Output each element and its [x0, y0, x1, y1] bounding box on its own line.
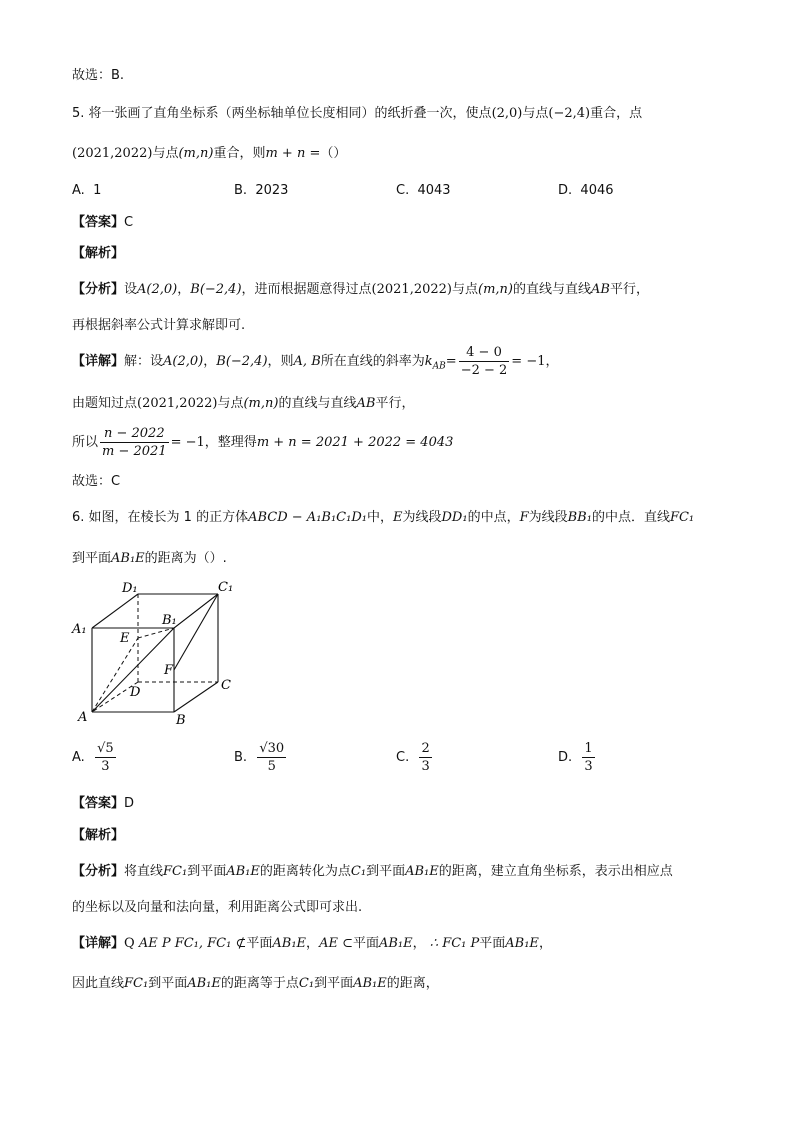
- q6-detail-line2: 因此直线FC₁到平面AB₁E的距离等于点C₁到平面AB₁E的距离，: [72, 976, 439, 991]
- q6-option-b: B. $\frac{√30}{5}$: [234, 741, 285, 774]
- q5-stem-line2: (2021,2022)与点(m,n)重合，则m + n =（）: [72, 146, 347, 161]
- q5-option-b: B. 2023: [234, 183, 289, 198]
- q5-detail-line2: 由题知过点(2021,2022)与点(m,n)的直线与直线AB平行，: [72, 396, 415, 411]
- q5-fenxi-line1: 【分析】设A(2,0)，B(−2,4)，进而根据题意得过点(2021,2022)与点(m,n)的直线与直线AB平行，: [72, 282, 649, 297]
- q6-option-d: D. $\frac{1}{3}$: [558, 741, 593, 774]
- label-c: C: [221, 678, 231, 693]
- eq-fraction: $\frac{n - 2022}{m - 2021}$: [102, 426, 167, 459]
- q6-option-c: C. $\frac{2}{3}$: [396, 741, 430, 774]
- q5-option-c: C. 4043: [396, 183, 451, 198]
- label-d: D: [130, 685, 141, 700]
- label-e: E: [120, 631, 130, 646]
- slope-fraction: $\frac{4 - 0}{-2 - 2}$: [460, 345, 508, 378]
- label-b1: B₁: [162, 613, 177, 628]
- q6-detail-line1: 【详解】Q AE P FC₁, FC₁ ⊄平面AB₁E，AE ⊂平面AB₁E， ∴ FC₁ P平面AB₁E，: [72, 936, 552, 951]
- q5-conclusion: 故选：C: [72, 474, 121, 489]
- answer-blank: （）: [320, 146, 347, 161]
- q5-number: 5.: [72, 106, 85, 121]
- q6-fenxi-line2: 的坐标以及向量和法向量，利用距离公式即可求出.: [72, 900, 363, 915]
- q5-option-a: A. 1: [72, 183, 102, 198]
- q5-fenxi-line2: 再根据斜率公式计算求解即可.: [72, 318, 246, 333]
- label-d1: D₁: [122, 581, 138, 596]
- q6-stem-line1: 6. 如图，在棱长为 1 的正方体ABCD − A₁B₁C₁D₁中，E为线段DD₁的中点，F为线段BB₁的中点．直线FC₁: [72, 510, 695, 525]
- q5-option-d: D. 4046: [558, 183, 614, 198]
- q6-analysis-heading: 【解析】: [72, 828, 125, 843]
- q6-answer: 【答案】D: [72, 796, 135, 811]
- q6-fenxi-line1: 【分析】将直线FC₁到平面AB₁E的距离转化为点C₁到平面AB₁E的距离，建立直角坐标系，表示出相应点: [72, 864, 673, 879]
- label-f: F: [164, 663, 174, 678]
- q5-analysis-heading: 【解析】: [72, 246, 125, 261]
- label-a1: A₁: [72, 622, 87, 637]
- q5-detail-line1: 【详解】解：设A(2,0)，B(−2,4)，则A, B所在直线的斜率为$k_{AB}=$ $\frac{4 - 0}{-2 - 2}$ = −1，: [72, 345, 559, 378]
- q6-stem-line2: 到平面AB₁E的距离为（）.: [72, 551, 227, 566]
- label-c1: C₁: [218, 580, 234, 595]
- q5-stem-line1: 5. 将一张画了直角坐标系（两坐标轴单位长度相同）的纸折叠一次，使点(2,0)与点(−2,4)重合，点: [72, 106, 643, 121]
- q6-option-a: A. $\frac{√5}{3}$: [72, 741, 114, 774]
- q4-conclusion: 故选：B.: [72, 68, 125, 83]
- label-a: A: [78, 710, 88, 725]
- q5-detail-line3: 所以 $\frac{n - 2022}{m - 2021}$ = −1，整理得m + n = 2021 + 2022 = 4043: [72, 426, 454, 459]
- cube-figure: [66, 578, 246, 728]
- q6-number: 6.: [72, 510, 85, 525]
- q5-answer: 【答案】C: [72, 215, 134, 230]
- label-b: B: [176, 713, 186, 728]
